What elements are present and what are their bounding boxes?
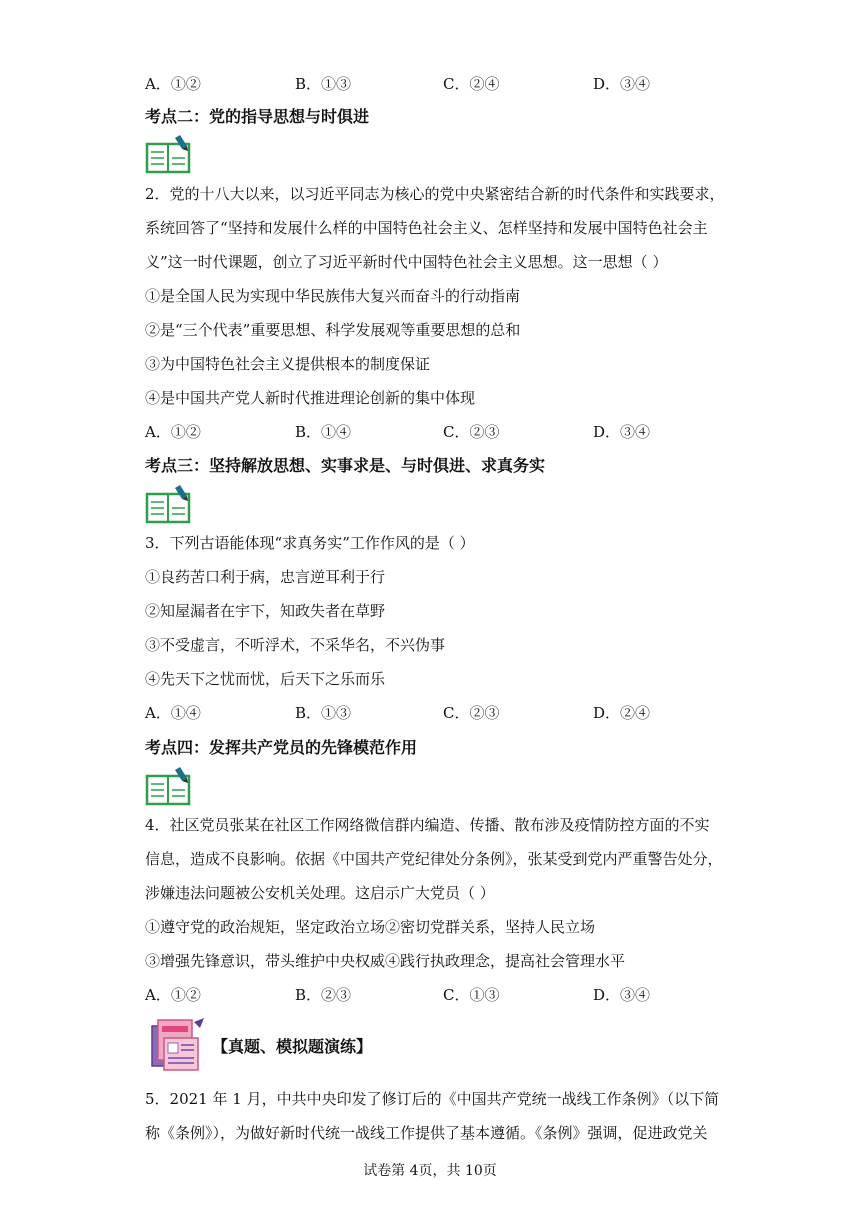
q3-item-4: ④先天下之忧而忧，后天下之乐而乐 [145, 670, 386, 688]
q4-option-a: A．①② [145, 986, 201, 1004]
q3-item-1: ①良药苦口利于病，忠言逆耳利于行 [145, 568, 386, 586]
page-footer: 试卷第 4页，共 10页 [363, 1163, 497, 1179]
q4-stem-line-2: 信息，造成不良影响。依据《中国共产党纪律处分条例》，张某受到党内严重警告处分， [145, 850, 723, 868]
q2-item-3: ③为中国特色社会主义提供根本的制度保证 [145, 355, 431, 373]
q2-item-2: ②是“三个代表”重要思想、科学发展观等重要思想的总和 [145, 321, 521, 339]
q4-item-1: ①遵守党的政治规矩，坚定政治立场②密切党群关系，坚持人民立场 [145, 918, 596, 936]
q4-item-2: ③增强先锋意识，带头维护中央权威④践行执政理念，提高社会管理水平 [145, 952, 626, 970]
q2-option-d: D．③④ [593, 423, 651, 441]
q3-item-3: ③不受虚言，不听浮术，不采华名，不兴伪事 [145, 636, 446, 654]
document-stack-icon [150, 1016, 208, 1074]
q2-option-a: A．①② [145, 423, 201, 441]
q4-stem-line-3: 涉嫌违法问题被公安机关处理。这启示广大党员（ ） [145, 884, 495, 902]
q4-option-c: C．①③ [443, 986, 500, 1004]
q1-option-a: A．①② [145, 75, 201, 93]
q2-item-1: ①是全国人民为实现中华民族伟大复兴而奋斗的行动指南 [145, 287, 521, 305]
q1-option-c: C．②④ [443, 75, 500, 93]
section-title: 【真题、模拟题演练】 [212, 1037, 373, 1056]
q2-item-4: ④是中国共产党人新时代推进理论创新的集中体现 [145, 389, 476, 407]
q1-option-b: B．①③ [295, 75, 352, 93]
q2-option-b: B．①④ [295, 423, 352, 441]
q3-stem: 3．下列古语能体现“求真务实”工作作风的是（ ） [145, 534, 475, 552]
q3-option-b: B．①③ [295, 704, 352, 722]
q3-options [145, 703, 745, 723]
q4-stem-line-1: 4．社区党员张某在社区工作网络微信群内编造、传播、散布涉及疫情防控方面的不实 [145, 816, 710, 834]
topic3-heading: 考点三：坚持解放思想、实事求是、与时俱进、求真务实 [145, 456, 546, 475]
book-pencil-icon [145, 134, 193, 174]
topic4-heading: 考点四：发挥共产党员的先锋模范作用 [145, 738, 418, 757]
q1-option-d: D．③④ [593, 75, 651, 93]
q2-stem-line-1: 2．党的十八大以来，以习近平同志为核心的党中央紧密结合新的时代条件和实践要求， [145, 185, 725, 203]
topic2-heading: 考点二：党的指导思想与时俱进 [145, 107, 370, 126]
q4-option-d: D．③④ [593, 986, 651, 1004]
q2-stem-line-2: 系统回答了“坚持和发展什么样的中国特色社会主义、怎样坚持和发展中国特色社会主 [145, 219, 708, 237]
q3-option-c: C．②③ [443, 704, 500, 722]
q3-option-d: D．②④ [593, 704, 651, 722]
q5-stem-line-2: 称《条例》），为做好新时代统一战线工作提供了基本遵循。《条例》强调，促进政党关 [145, 1124, 708, 1142]
q2-option-c: C．②③ [443, 423, 500, 441]
book-pencil-icon [145, 484, 193, 524]
book-pencil-icon [145, 766, 193, 806]
q2-options [145, 422, 745, 442]
q1-options [145, 74, 745, 94]
q5-stem-line-1: 5．2021 年 1 月，中共中央印发了修订后的《中国共产党统一战线工作条例》（以下简 [145, 1090, 720, 1108]
q4-option-b: B．②③ [295, 986, 352, 1004]
q3-option-a: A．①④ [145, 704, 201, 722]
q2-stem-line-3: 义”这一时代课题，创立了习近平新时代中国特色社会主义思想。这一思想（ ） [145, 253, 668, 271]
q3-item-2: ②知屋漏者在宇下，知政失者在草野 [145, 602, 386, 620]
q4-options [145, 985, 745, 1005]
